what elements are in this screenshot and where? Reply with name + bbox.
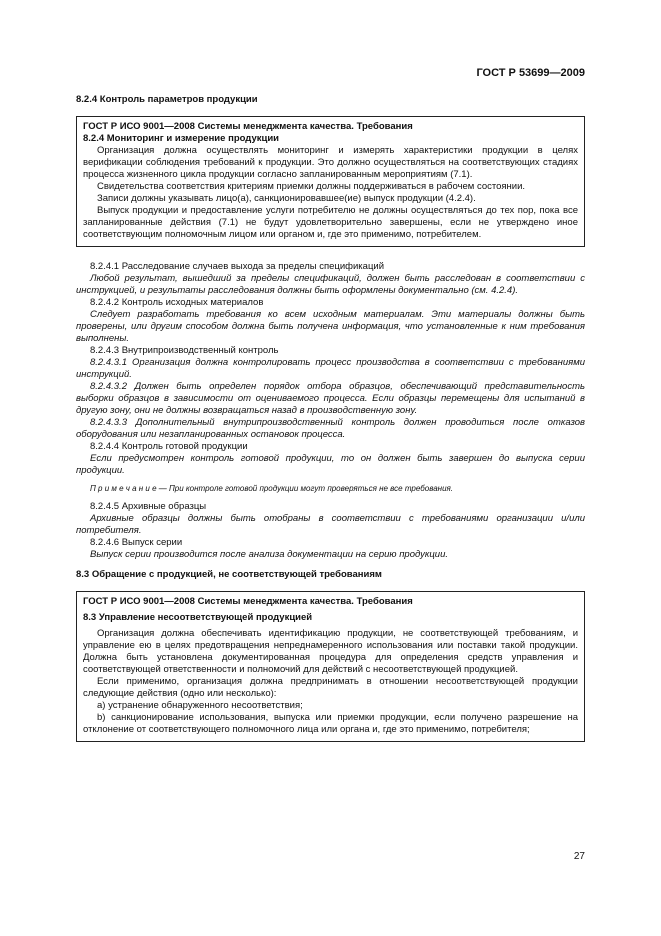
subsection-title: 8.2.4.6 Выпуск серии (90, 537, 183, 548)
note: П р и м е ч а н и е — При контроле готовой продукции могут проверяться не все требования. (90, 484, 454, 493)
subsection-text: Следует разработать требования ко всем исходным материалам. Эти материалы должны быть проверены, или другим способом должна быть получена информация, что установленные к ним требования выполнены. (76, 309, 585, 344)
section-heading-8-3: 8.3 Обращение с продукцией, не соответствующей требованиям (76, 569, 382, 580)
subsection-title: 8.2.4.4 Контроль готовой продукции (90, 441, 248, 452)
box-paragraph: Записи должны указывать лицо(а), санкционировавшее(ие) выпуск продукции (4.2.4). (97, 193, 476, 204)
subsection-title: 8.2.4.1 Расследование случаев выхода за пределы спецификаций (90, 261, 384, 272)
subsection-text: Любой результат, вышедший за пределы спецификаций, должен быть расследован в соответствии с инструкцией, и результаты расследования должны быть оформлены документально (см. 4.2.4). (76, 273, 585, 296)
box-paragraph: Выпуск продукции и предоставление услуги потребителю не должны осуществляться до тех пор, пока все запланированные действия (7.1) не будут удовлетворительно завершены, если не утверждено иное соответствующим полномочным лицом или органом и, где это применимо, потребителем. (83, 205, 578, 240)
subsection-text: 8.2.4.3.2 Должен быть определен порядок отбора образцов, обеспечивающий представительность выборки образцов в зависимости от оцениваемого процесса. Если образцы перемещены для испытаний в другую зону, они не должны возвращаться назад в производственную зону. (76, 381, 585, 416)
page-content (76, 94, 585, 742)
subsection-text: Выпуск серии производится после анализа документации на серию продукции. (90, 549, 449, 560)
standard-excerpt-box (76, 591, 585, 742)
document-number: ГОСТ Р 53699—2009 (476, 67, 585, 79)
subsection-text: Если предусмотрен контроль готовой продукции, то он должен быть завершен до выпуска серии продукции. (76, 453, 585, 476)
subsection-title: 8.2.4.5 Архивные образцы (90, 501, 207, 512)
page-number: 27 (573, 851, 585, 862)
subsection-title: 8.2.4.2 Контроль исходных материалов (90, 297, 264, 308)
subsection-title: 8.2.4.3 Внутрипроизводственный контроль (90, 345, 279, 356)
box-paragraph: Организация должна осуществлять мониторинг и измерять характеристики продукции в целях верификации соблюдения требований к продукции. Это должно осуществляться на соответствующих стадиях процесса жизненного цикла продукции согласно запланированным мероприятиям (7.1). (83, 145, 578, 180)
box-subtitle: 8.2.4 Мониторинг и измерение продукции (83, 133, 279, 144)
standard-excerpt-box (76, 116, 585, 247)
list-item: а) устранение обнаруженного несоответствия; (97, 700, 303, 711)
section-heading-8-2-4: 8.2.4 Контроль параметров продукции (76, 94, 258, 105)
list-item: b) санкционирование использования, выпуска или приемки продукции, если получено разрешение на отклонение от соответствующего полномочного лица или органа и, где это применимо, потребителя; (83, 712, 578, 735)
box-title: ГОСТ Р ИСО 9001—2008 Системы менеджмента качества. Требования (83, 121, 413, 132)
box-paragraph: Организация должна обеспечивать идентификацию продукции, не соответствующей требованиям, и управление ею в целях предотвращения непреднамеренного использования или поставки такой продукции. Должна быть установлена документированная процедура для определения средств управления и соответствующей ответственности и полномочий для действий с несоответствующей продукцией. (83, 628, 578, 675)
subsection-text: Архивные образцы должны быть отобраны в соответствии с требованиями организации и/или потребителя. (76, 513, 585, 536)
box-paragraph: Если применимо, организация должна предпринимать в отношении несоответствующей продукции следующие действия (одно или несколько): (83, 676, 578, 699)
subsection-text: 8.2.4.3.1 Организация должна контролировать процесс производства в соответствии с требованиями инструкций. (76, 357, 585, 380)
box-title: ГОСТ Р ИСО 9001—2008 Системы менеджмента качества. Требования (83, 596, 413, 607)
box-subtitle: 8.3 Управление несоответствующей продукцией (83, 612, 313, 623)
box-paragraph: Свидетельства соответствия критериям приемки должны поддерживаться в рабочем состоянии. (97, 181, 526, 192)
subsection-text: 8.2.4.3.3 Дополнительный внутрипроизводственный контроль должен проводиться после отказов оборудования или незапланированных остановок процесса. (76, 417, 585, 440)
